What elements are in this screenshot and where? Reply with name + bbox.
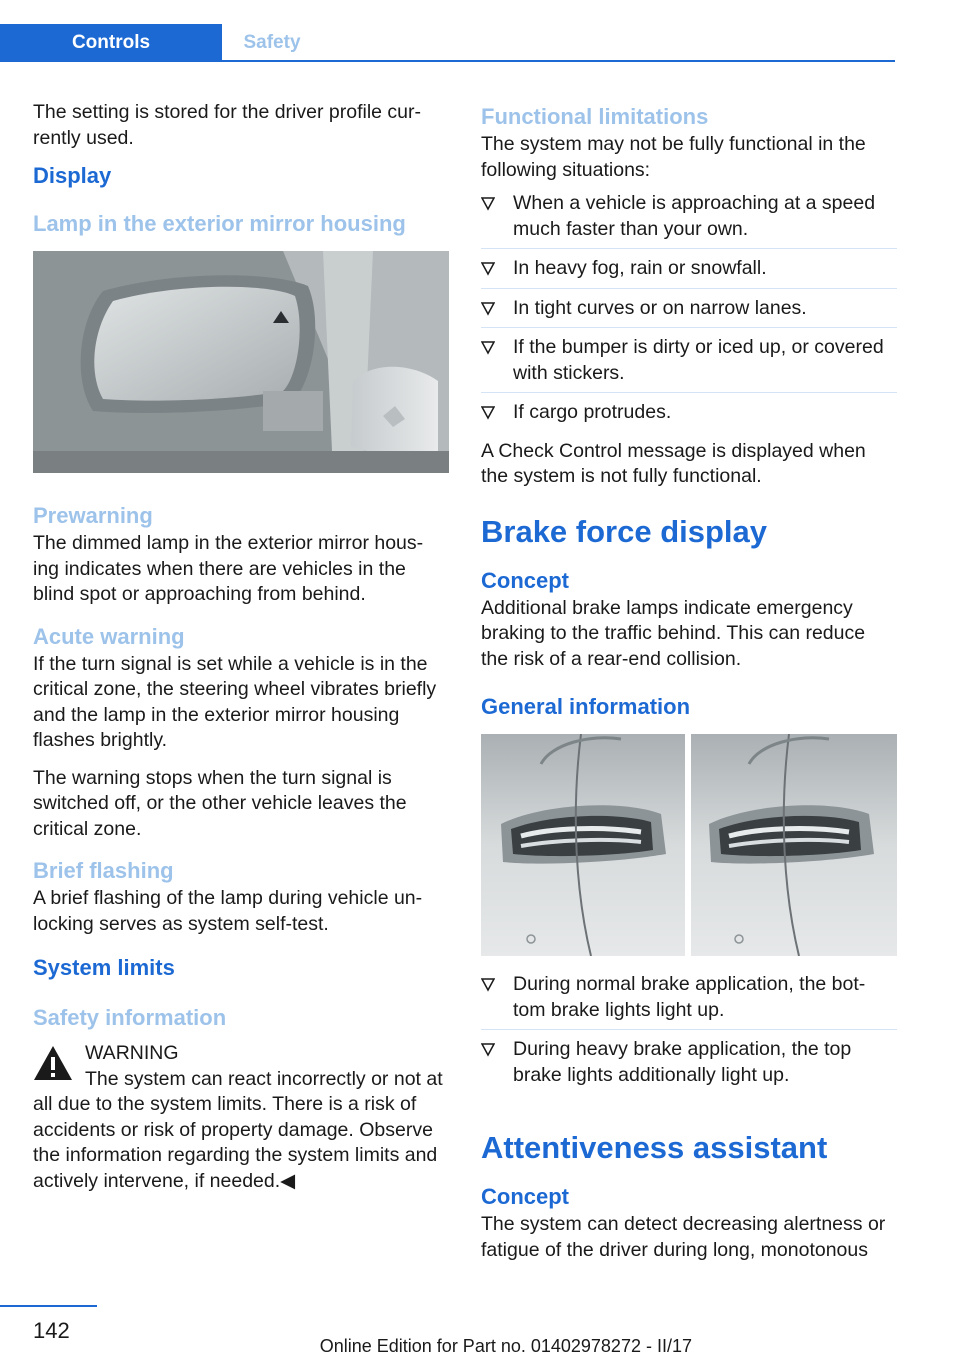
exterior-mirror-illustration bbox=[33, 251, 449, 473]
general-info-heading: General information bbox=[481, 694, 691, 719]
prewarning-text: The dimmed lamp in the exterior mirror hous-ing indicates when there are vehicles in the blind spot or approaching from behind. bbox=[33, 532, 424, 605]
list-item bbox=[481, 972, 897, 1030]
functional-limitations-text: The system may not be fully functional in the following situations: bbox=[481, 133, 866, 181]
list-item-text: In heavy fog, rain or snowfall. bbox=[513, 257, 767, 279]
bullet-triangle-icon bbox=[481, 978, 495, 992]
footer-rule bbox=[0, 1305, 97, 1307]
list-item-text: When a vehicle is approaching at a speed much faster than your own. bbox=[513, 192, 876, 240]
list-item bbox=[481, 191, 897, 249]
list-item-text: If cargo protrudes. bbox=[513, 401, 672, 423]
tab-controls[interactable] bbox=[0, 24, 222, 62]
bullet-triangle-icon bbox=[481, 1043, 495, 1057]
warning-text: The system can react incorrectly or not at all due to the system limits. There is a risk of accidents or risk of property damage. Observe the information regarding the system limits and actively intervene, if needed.◀ bbox=[33, 1067, 443, 1192]
intro-text: The setting is stored for the driver profile cur-rently used. bbox=[33, 101, 421, 149]
brake-lights-illustration bbox=[481, 734, 897, 956]
right-column bbox=[481, 100, 897, 1275]
list-item-text: During normal brake application, the bot-tom brake lights light up. bbox=[513, 973, 866, 1021]
mirror-figure bbox=[33, 251, 449, 473]
brake-force-heading: Brake force display bbox=[481, 513, 768, 549]
brake-concept-text: Additional brake lamps indicate emergency braking to the traffic behind. This can reduce the risk of a rear-end collision. bbox=[481, 596, 866, 670]
attentiveness-concept-heading: Concept bbox=[481, 1184, 569, 1209]
functional-limitations-list bbox=[481, 191, 897, 432]
brake-lights-figure bbox=[481, 734, 897, 956]
acute-warning-text-1: If the turn signal is set while a vehicle is in the critical zone, the steering wheel vibrates briefly and the lamp in the exterior mirror housing flashes brightly. bbox=[33, 652, 437, 751]
list-item-text: In tight curves or on narrow lanes. bbox=[513, 296, 807, 319]
display-heading: Display bbox=[33, 163, 112, 188]
acute-warning-heading: Acute warning bbox=[33, 623, 185, 649]
lamp-heading: Lamp in the exterior mirror housing bbox=[33, 211, 406, 236]
list-item bbox=[481, 1037, 897, 1094]
tab-controls-label: Controls bbox=[71, 32, 151, 53]
bullet-triangle-icon bbox=[481, 341, 495, 355]
list-item bbox=[481, 296, 897, 329]
brief-flashing-heading: Brief flashing bbox=[33, 858, 174, 883]
left-column bbox=[33, 100, 449, 1206]
list-item bbox=[481, 400, 897, 432]
list-item bbox=[481, 256, 897, 289]
brake-concept-heading: Concept bbox=[481, 567, 569, 593]
list-item-text: If the bumper is dirty or iced up, or covered with stickers. bbox=[513, 336, 884, 384]
brake-lights-list bbox=[481, 972, 897, 1094]
header-tabbar bbox=[0, 24, 895, 62]
attentiveness-text: The system can detect decreasing alertness or fatigue of the driver during long, monotonous bbox=[481, 1213, 886, 1261]
brief-flashing-text: A brief flashing of the lamp during vehicle un-locking serves as system self-test. bbox=[33, 887, 423, 935]
attentiveness-heading: Attentiveness assistant bbox=[481, 1130, 828, 1165]
list-item-text: During heavy brake application, the top brake lights additionally light up. bbox=[513, 1038, 852, 1086]
bullet-triangle-icon bbox=[481, 406, 495, 420]
warning-triangle-icon bbox=[33, 1045, 73, 1081]
bullet-triangle-icon bbox=[481, 302, 495, 316]
page-number: 142 bbox=[33, 1318, 70, 1343]
prewarning-heading: Prewarning bbox=[33, 503, 153, 528]
tab-safety[interactable] bbox=[222, 24, 322, 62]
edition-note: Online Edition for Part no. 01402978272 - II/17 bbox=[319, 1336, 692, 1356]
brake-panel-normal bbox=[481, 734, 685, 956]
warning-block bbox=[33, 1041, 449, 1194]
safety-info-heading: Safety information bbox=[33, 1005, 227, 1030]
system-limits-heading: System limits bbox=[33, 955, 175, 980]
tab-safety-label: Safety bbox=[243, 32, 301, 53]
check-control-text: A Check Control message is displayed when the system is not fully functional. bbox=[481, 439, 866, 487]
warning-label: WARNING bbox=[85, 1042, 179, 1064]
list-item bbox=[481, 335, 897, 393]
bullet-triangle-icon bbox=[481, 197, 495, 211]
acute-warning-text-2: The warning stops when the turn signal is switched off, or the other vehicle leaves the critical zone. bbox=[33, 766, 407, 840]
functional-limitations-heading: Functional limitations bbox=[481, 104, 709, 129]
bullet-triangle-icon bbox=[481, 262, 495, 276]
brake-panel-heavy bbox=[691, 734, 897, 956]
